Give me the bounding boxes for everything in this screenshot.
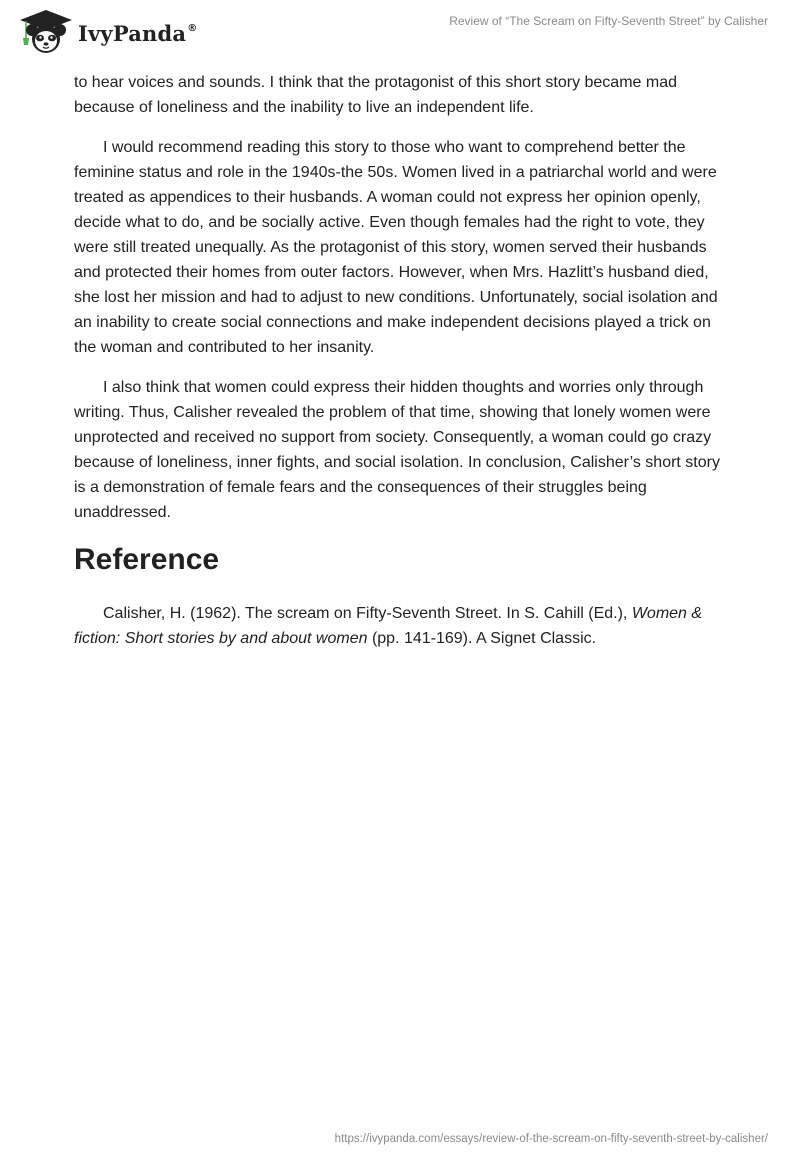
registered-mark: ® (187, 22, 198, 34)
reference-citation-end: (pp. 141-169). A Signet Classic. (367, 630, 597, 647)
body-paragraph-1: to hear voices and sounds. I think that the protagonist of this short story became mad because of loneliness and the inability to live an independent life. (74, 74, 677, 116)
page-header (0, 0, 800, 62)
logo-wordmark (78, 21, 197, 46)
body-paragraph-2: I would recommend reading this story to those who want to comprehend better the feminine status and role in the 1940s-the 50s. Women lived in a patriarchal world and were treated as appendices to their husbands. A woman could not express her opinion openly, decide what to do, and be socially active. Even though females had the right to vote, they were still treated unequally. As the protagonist of this story, women served their husbands and protected their homes from outer factors. However, when Mrs. Hazlitt’s husband died, she lost her mission and had to adjust to new conditions. Unfortunately, social isolation and an inability to create social connections and make independent decisions played a trick on the woman and contributed to her insanity. (74, 139, 718, 356)
brand-name: IvyPanda (78, 20, 187, 46)
reference-heading: Reference (74, 543, 220, 576)
panda-graduate-icon (14, 8, 74, 56)
reference-entry (74, 601, 726, 651)
source-url[interactable]: https://ivypanda.com/essays/review-of-the-scream-on-fifty-seventh-street-by-calisher/ (334, 1133, 768, 1145)
essay-content (74, 70, 726, 651)
ivypanda-logo[interactable] (14, 8, 197, 56)
reference-citation-start: Calisher, H. (1962). The scream on Fifty-Seventh Street. In S. Cahill (Ed.), (103, 605, 632, 622)
document-title: Review of “The Scream on Fifty-Seventh Street” by Calisher (449, 14, 768, 28)
body-paragraph-3: I also think that women could express their hidden thoughts and worries only through writing. Thus, Calisher revealed the problem of that time, showing that lonely women were unprotected and received no support from society. Consequently, a woman could go crazy because of loneliness, inner fights, and social isolation. In conclusion, Calisher’s short story is a demonstration of female fears and the consequences of their struggles being unaddressed. (74, 379, 720, 521)
reference-book-title: Women & fiction: Short stories by and about women (74, 605, 703, 647)
